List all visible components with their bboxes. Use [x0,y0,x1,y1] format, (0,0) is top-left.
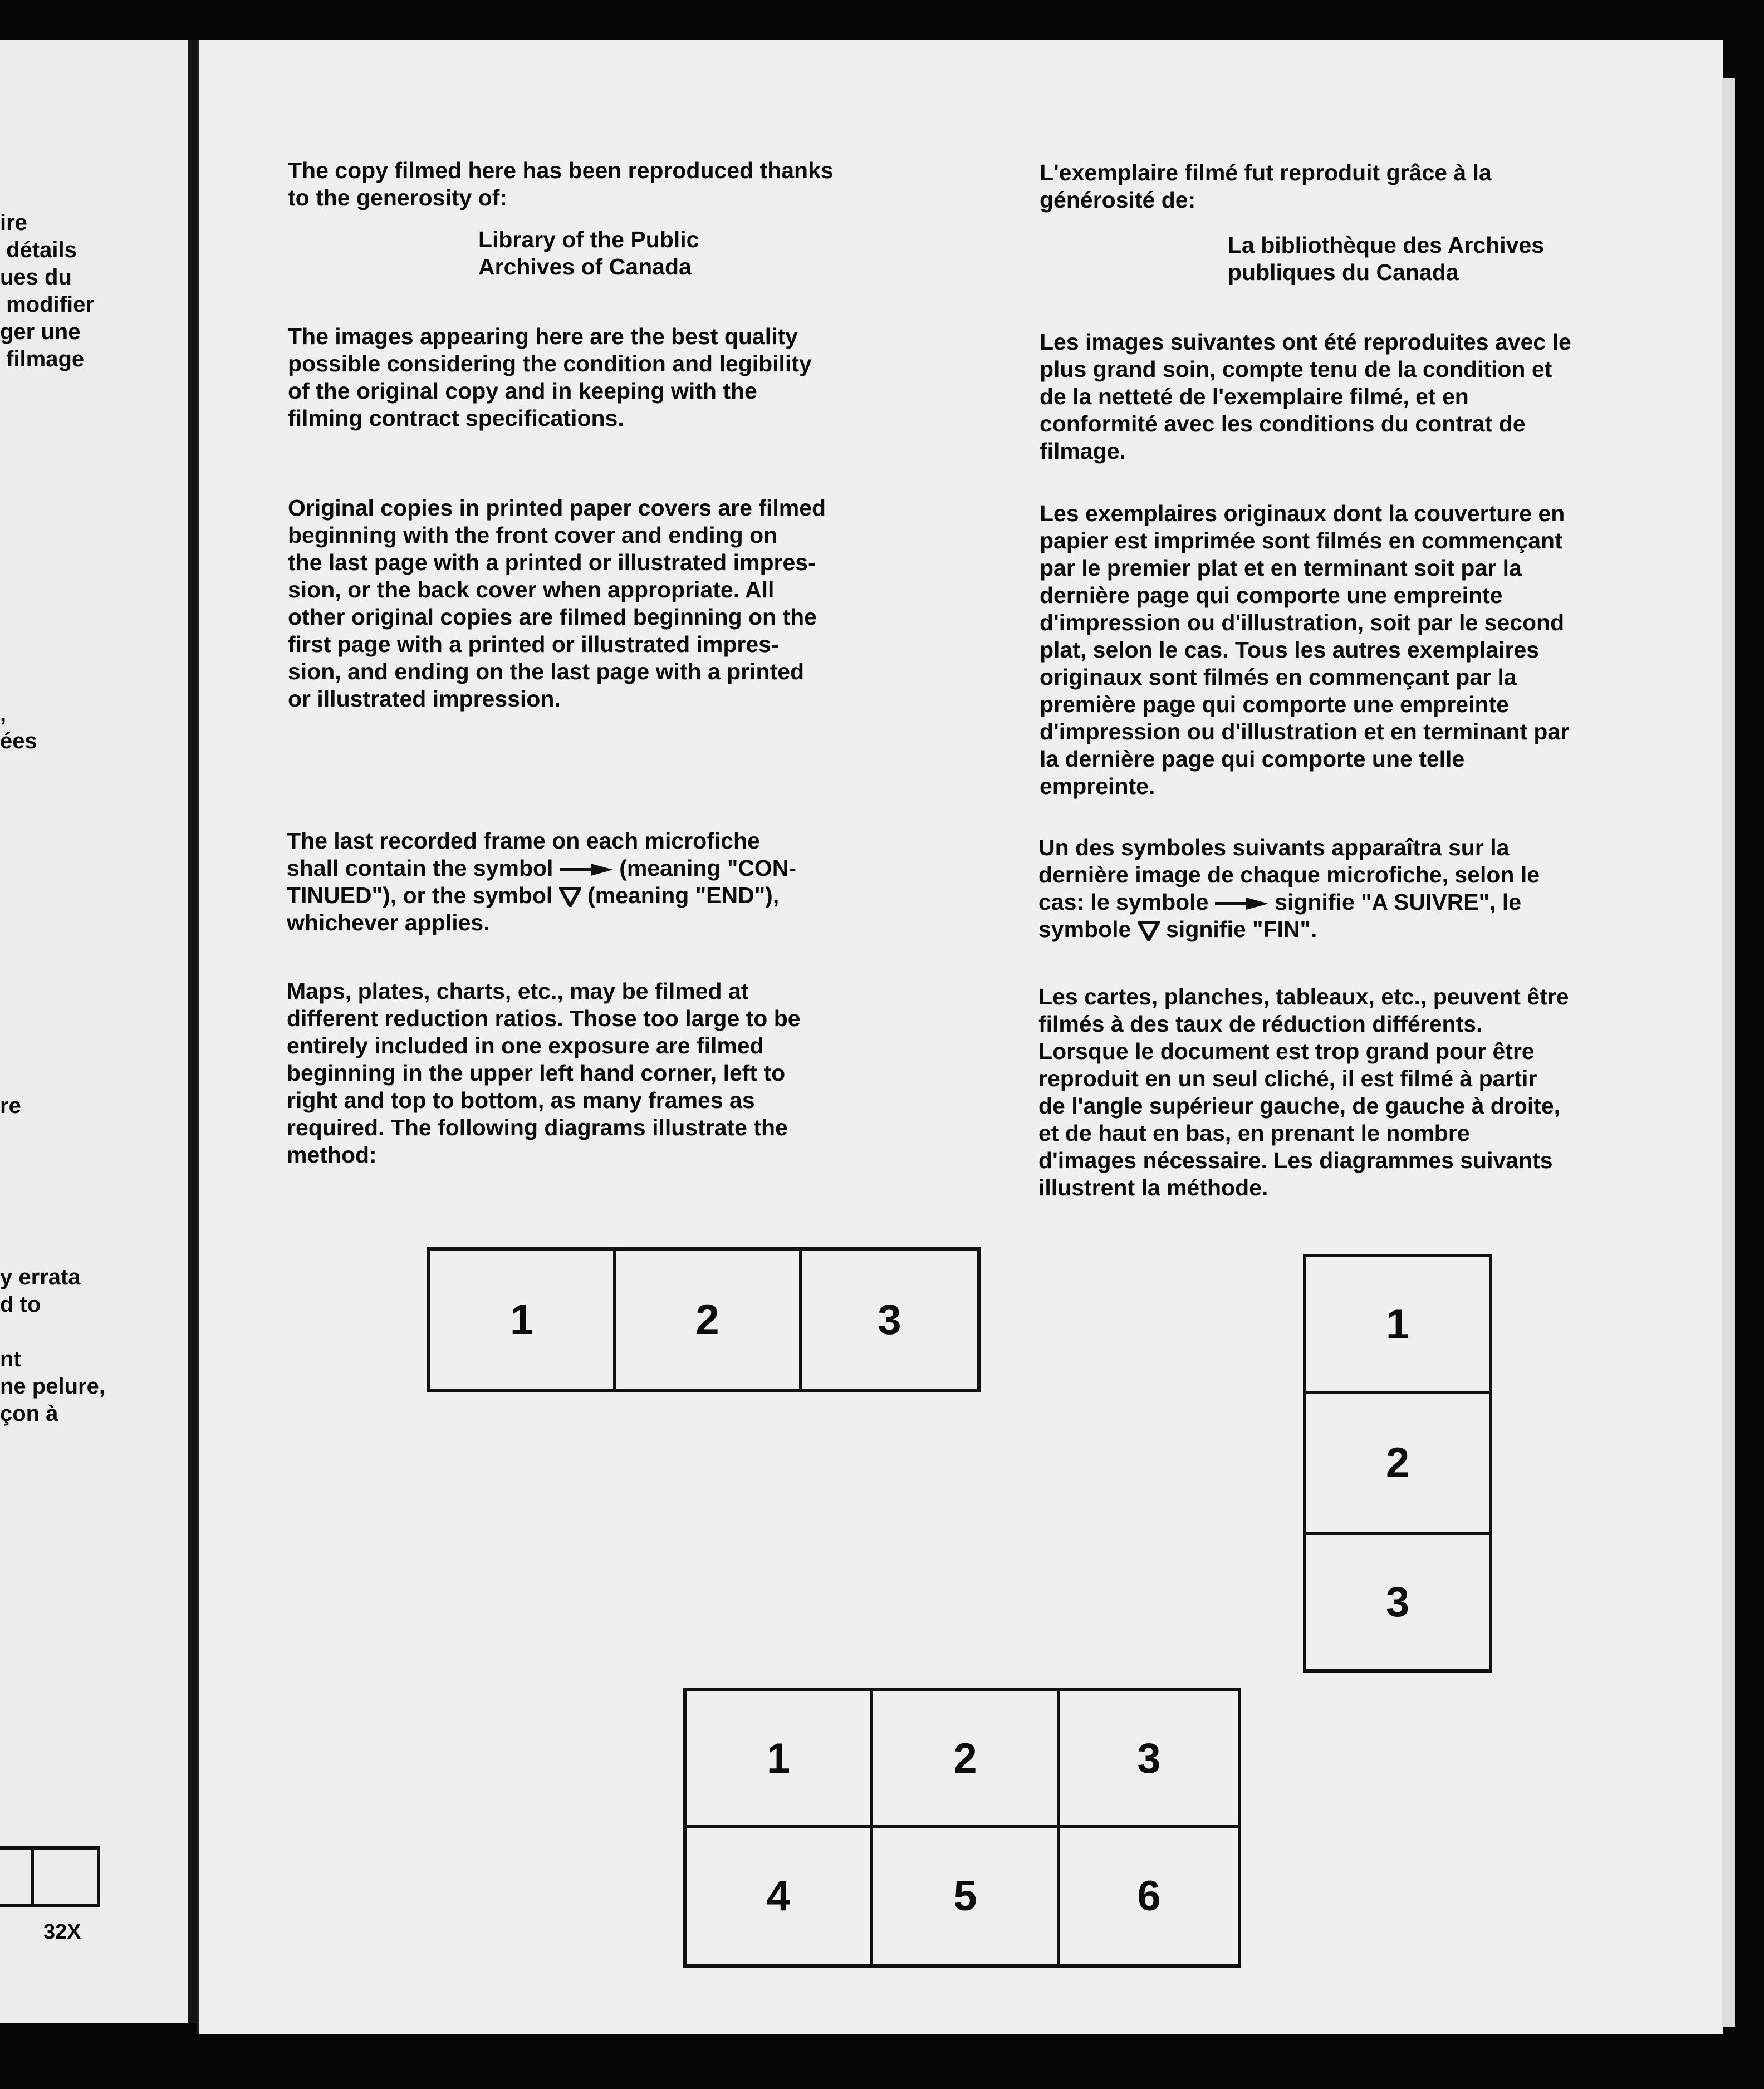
left-fragment-line: çon à [0,1401,58,1426]
diagram-frame-cell: 3 [1057,1691,1238,1825]
column-diagram [1303,1254,1492,1673]
diagram-frame-cell: 1 [509,1296,534,1343]
french-original-copies-paragraph: Les exemplaires originaux dont la couverture en papier est imprimée sont filmés en commençant par le premier plat et en terminant soit par la dernière page qui comporte une empreinte d'impression ou d'illustration, soit par le second plat, selon le cas. Tous les autres exemplaires originaux sont filmés en commençant par la première page qui comporte une empreinte d'impression ou d'illustration et en terminant par la dernière page qui comporte une telle empreinte. [1040,501,1570,799]
scale-boxes [0,1846,100,1907]
french-symbols-paragraph: Un des symboles suivants apparaîtra sur la dernière image de chaque microfiche, selon le cas: le symbole signifie "A SUIVRE", le symbole signifie "FIN". [1038,835,1540,942]
row-diagram [427,1247,981,1392]
left-fragment-line: ne pelure, [0,1374,105,1399]
end-triangle-icon [1138,921,1160,941]
french-intro: L'exemplaire filmé fut reproduit grâce à la générosité de: [1040,160,1492,213]
diagram-frame-cell: 5 [870,1825,1057,1964]
end-triangle-icon [559,887,581,907]
english-symbols-paragraph: The last recorded frame on each microfiche shall contain the symbol (meaning "CON- TINUED"), or the symbol (meaning "END"), whichever applies. [287,828,797,935]
continued-arrow-icon [1215,896,1268,911]
previous-page-fragment [0,40,188,2023]
left-fragment-line: ues du [0,265,72,290]
left-fragment-line: , [0,702,7,726]
english-intro: The copy filmed here has been reproduced thanks to the generosity of: [288,158,834,210]
target-page [197,40,1723,2034]
english-quality-paragraph: The images appearing here are the best quality possible considering the condition and legibility of the original copy and in keeping with the filming contract specifications. [288,323,812,431]
scale-label: 32X [43,1920,81,1944]
left-fragment-line: re [0,1093,21,1118]
left-fragment-line: ger une [0,320,81,344]
left-fragment-line: filmage [0,347,85,371]
left-fragment-line: ire [0,210,27,235]
diagram-frame-cell: 3 [1306,1532,1489,1669]
diagram-frame-cell: 2 [870,1691,1057,1825]
left-fragment-line: y errata [0,1265,81,1289]
english-maps-paragraph: Maps, plates, charts, etc., may be filmed at different reduction ratios. Those too large to be entirely included in one exposure are filmed beginning in the upper left hand corner, left to right and top to bottom, as many frames as required. The following diagrams illustrate the method: [287,978,801,1168]
left-fragment-line: ées [0,729,37,753]
diagram-frame-cell: 2 [613,1251,799,1389]
diagram-frame-cell: 1 [766,1734,791,1782]
grid-diagram [683,1688,1241,1968]
left-fragment-line: détails [0,238,77,262]
diagram-frame-cell: 4 [687,1825,870,1964]
continued-arrow-icon [560,862,613,877]
diagram-frame-cell: 1 [1385,1300,1410,1348]
english-original-copies-paragraph: Original copies in printed paper covers are filmed beginning with the front cover and ending on the last page with a printed or illustrated impres- sion, or the back cover when appropriate. All other original copies are filmed beginning on the first page with a printed or illustrated impres- sion, and ending on the last page with a printed or illustrated impression. [288,495,826,712]
diagram-frame-cell: 6 [1057,1825,1238,1964]
page-edge [1722,78,1735,2027]
diagram-frame-cell: 3 [799,1251,977,1389]
french-maps-paragraph: Les cartes, planches, tableaux, etc., peuvent être filmés à des taux de réduction différents. Lorsque le document est trop grand pour être reproduit en un seul cliché, il est filmé à partir de l'angle supérieur gauche, de gauche à droite, et de haut en bas, en prenant le nombre d'images nécessaire. Les diagrammes suivants illustrent la méthode. [1038,984,1569,1200]
diagram-frame-cell: 2 [1306,1391,1489,1532]
french-quality-paragraph: Les images suivantes ont été reproduites avec le plus grand soin, compte tenu de la condition et de la netteté de l'exemplaire filmé, et en conformité avec les conditions du contrat de filmage. [1040,329,1571,464]
french-institution: La bibliothèque des Archives publiques du Canada [1228,232,1545,285]
left-fragment-line: modifier [0,292,94,317]
left-fragment-line: nt [0,1347,21,1371]
english-institution: Library of the Public Archives of Canada [478,227,699,279]
left-fragment-line: d to [0,1292,41,1317]
